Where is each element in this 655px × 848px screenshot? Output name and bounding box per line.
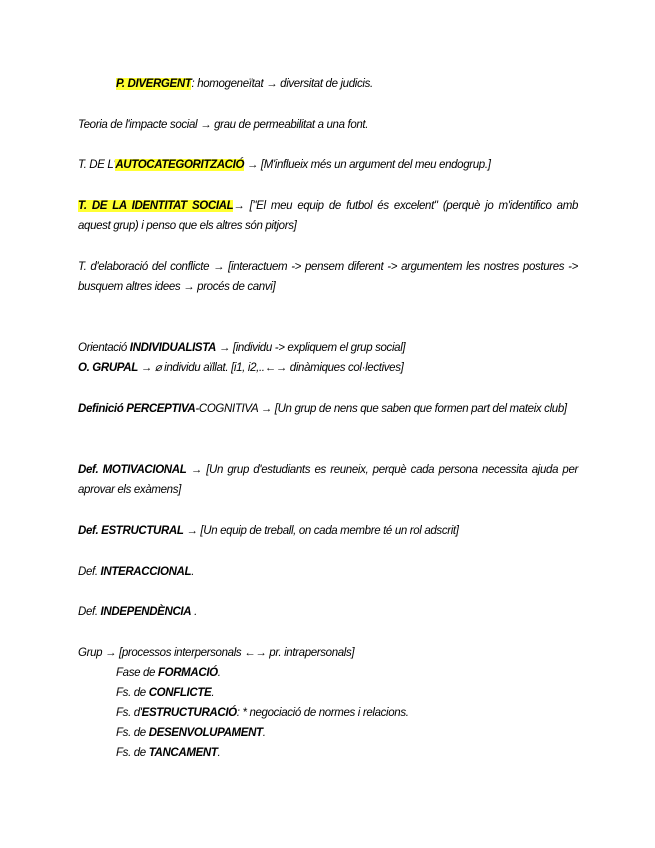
individualista-term: INDIVIDUALISTA xyxy=(129,342,217,354)
fase-prefix: Fs. de xyxy=(116,727,149,739)
fase-prefix: Fase de xyxy=(116,667,158,679)
grupal-line xyxy=(78,358,578,378)
motivacional-term: Def. MOTIVACIONAL xyxy=(78,464,187,476)
individualista-prefix: Orientació xyxy=(78,342,130,354)
fase-suffix: . xyxy=(217,747,221,759)
motivacional-text: → [Un grup d'estudiants es reuneix, perquè cada persona necessita ajuda per aprovar els exàmens] xyxy=(78,464,579,496)
fase-item xyxy=(116,703,576,723)
fase-prefix: Fs. de xyxy=(116,747,149,759)
fase-prefix: Fs. d' xyxy=(116,707,142,719)
perceptiva-paragraph xyxy=(78,399,578,419)
autocategoritzacio-line xyxy=(78,155,578,175)
fase-item xyxy=(116,663,576,683)
interaccional-prefix: Def. xyxy=(78,566,101,578)
fase-term: FORMACIÓ xyxy=(157,667,218,679)
fase-item xyxy=(116,723,576,743)
elaboracio-paragraph xyxy=(78,257,578,297)
motivacional-paragraph xyxy=(78,460,578,500)
grupal-term: O. GRUPAL xyxy=(78,362,138,374)
independencia-prefix: Def. xyxy=(78,606,101,618)
identitat-text: → ["El meu equip de futbol és excelent" (perquè jo m'identifico amb aquest grup) i penso que els altres són pitjors] xyxy=(78,200,578,232)
fase-term: CONFLICTE xyxy=(148,687,212,699)
elaboracio-text: T. d'elaboració del conflicte → [interactuem -> pensem diferent -> argumentem les nostres postures -> busquem altres idees → procés de canvi] xyxy=(78,261,578,293)
interaccional-term: INTERACCIONAL xyxy=(100,566,192,578)
fase-item xyxy=(116,683,576,703)
independencia-term: INDEPENDÈNCIA xyxy=(100,606,192,618)
individualista-text: → [individu -> expliquem el grup social] xyxy=(216,342,406,354)
fase-prefix: Fs. de xyxy=(116,687,149,699)
impacte-text: Teoria de l'impacte social → grau de permeabilitat a una font. xyxy=(78,119,369,131)
individualista-line xyxy=(78,338,578,358)
estructural-line xyxy=(78,521,578,541)
fase-suffix: . xyxy=(211,687,215,699)
fase-item xyxy=(116,743,576,763)
estructural-term: Def. ESTRUCTURAL xyxy=(78,525,184,537)
fase-term: TANCAMENT xyxy=(148,747,218,759)
fase-suffix: : * negociació de normes i relacions. xyxy=(236,707,409,719)
fase-term: DESENVOLUPAMENT xyxy=(148,727,263,739)
identitat-term: T. DE LA IDENTITAT SOCIAL xyxy=(78,200,234,212)
perceptiva-term: Definició PERCEPTIVA xyxy=(78,403,196,415)
independencia-line xyxy=(78,602,578,622)
p-divergent-colon: : xyxy=(191,78,195,90)
p-divergent-line xyxy=(116,74,576,94)
fase-suffix: . xyxy=(217,667,221,679)
interaccional-suffix: . xyxy=(191,566,195,578)
perceptiva-text: -COGNITIVA → [Un grup de nens que saben que formen part del mateix club] xyxy=(195,403,567,415)
fase-term: ESTRUCTURACIÓ xyxy=(141,707,237,719)
autocat-prefix: T. DE L' xyxy=(78,159,116,171)
p-divergent-term: P. DIVERGENT xyxy=(116,78,192,90)
impacte-line xyxy=(78,115,578,135)
fase-suffix: . xyxy=(262,727,266,739)
identitat-social-paragraph xyxy=(78,196,578,236)
independencia-suffix: . xyxy=(191,606,197,618)
grup-line xyxy=(78,643,578,663)
grupal-text: → ⌀ individu aïllat. [i1, i2,..←→ dinàmiques col·lectives] xyxy=(137,362,404,374)
grup-text: Grup → [processos interpersonals ←→ pr. intrapersonals] xyxy=(78,647,355,659)
estructural-text: → [Un equip de treball, on cada membre té un rol adscrit] xyxy=(183,525,459,537)
interaccional-line xyxy=(78,562,578,582)
autocat-term: AUTOCATEGORITZACIÓ xyxy=(115,159,245,171)
p-divergent-text: homogeneïtat → diversitat de judicis. xyxy=(194,78,373,90)
autocat-text: → [M'influeix més un argument del meu endogrup.] xyxy=(244,159,491,171)
